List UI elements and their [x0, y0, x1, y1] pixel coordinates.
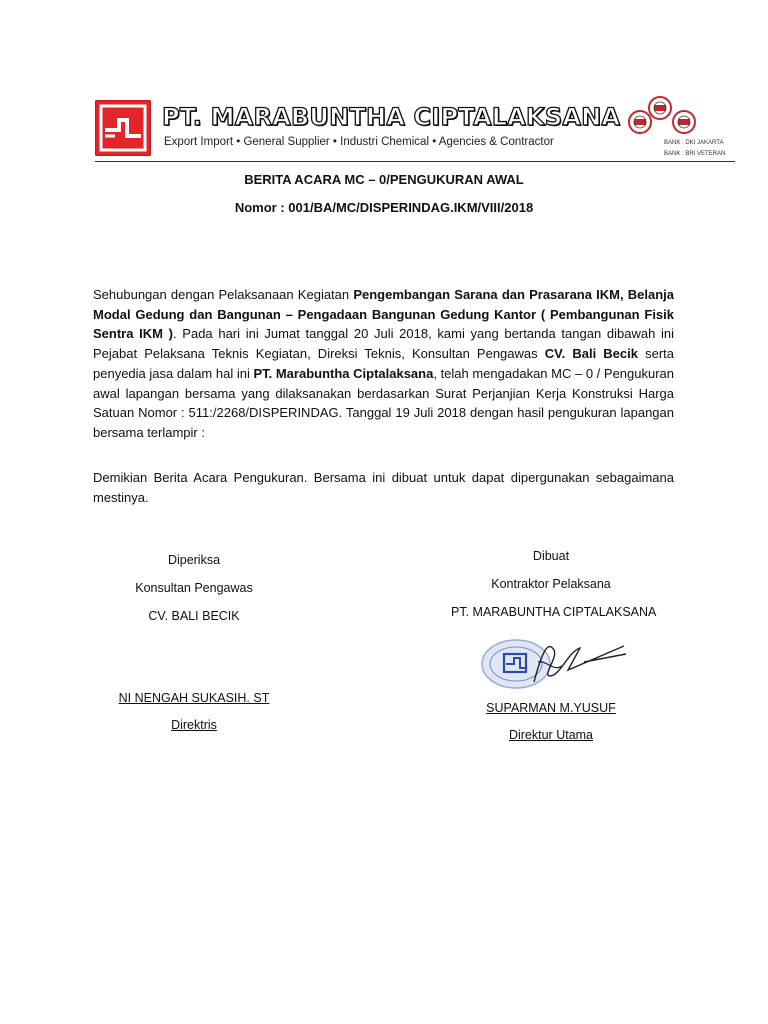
certification-logos-icon	[624, 96, 704, 140]
sig-right-role: Kontraktor Pelaksana	[491, 577, 611, 591]
sig-left-role: Konsultan Pengawas	[135, 581, 253, 595]
sig-left-name: NI NENGAH SUKASIH. ST	[118, 691, 270, 705]
bank-line-2: BANK : BRI VETERAN	[664, 151, 726, 157]
company-name: PT. MARABUNTHA CIPTALAKSANA	[162, 103, 621, 131]
sig-right-name: SUPARMAN M.YUSUF	[486, 701, 616, 715]
para1-text-4: , telah mengadakan MC – 0 / Pengukuran awal lapangan bersama yang dilaksanakan berdasarkan Surat Perjanjian Kerja Konstruksi Harga Satuan Nomor : 511:/2268/DISPERINDAG. Tanggal 19 Juli 2018 dengan hasil pengukuran lapangan bersama terlampir :	[93, 365, 675, 440]
sig-left-label: Diperiksa	[167, 553, 221, 567]
sig-left-company: CV. BALI BECIK	[148, 609, 240, 623]
bank-info	[664, 138, 725, 160]
sig-right-position: Direktur Utama	[508, 728, 594, 742]
body-paragraph-1	[93, 285, 674, 443]
company-tagline: Export Import • General Supplier • Industri Chemical • Agencies & Contractor	[164, 136, 554, 148]
bank-line-1: BANK : DKI JAKARTA	[664, 140, 724, 146]
document-number: Nomor : 001/BA/MC/DISPERINDAG.IKM/VIII/2018	[234, 200, 534, 215]
company-stamp-signature-icon	[476, 632, 631, 690]
company-logo-icon	[95, 100, 151, 156]
para1-text-3: serta penyedia jasa dalam hal ini	[93, 346, 675, 381]
sig-right-label: Dibuat	[532, 549, 570, 563]
para1-bold-1: Pengembangan Sarana dan Prasarana IKM, Belanja Modal Gedung dan Bangunan – Pengadaan Bangunan Gedung Kantor ( Pembangunan Fisik Sentra IKM )	[93, 287, 675, 342]
para1-text-2: . Pada hari ini Jumat tanggal 20 Juli 2018, kami yang bertanda tangan dibawah ini Pejabat Pelaksana Teknis Kegiatan, Direksi Teknis, Konsultan Pengawas	[93, 326, 674, 362]
header-divider	[95, 161, 735, 162]
body-paragraph-2: Demikian Berita Acara Pengukuran. Bersama ini dibuat untuk dapat dipergunakan sebagaimana mestinya.	[93, 470, 674, 505]
document-title: BERITA ACARA MC – 0/PENGUKURAN AWAL	[244, 172, 524, 187]
para1-bold-2: CV. Bali Becik	[544, 346, 638, 362]
para1-text-1: Sehubungan dengan Pelaksanaan Kegiatan	[93, 287, 354, 302]
para1-bold-3: PT. Marabuntha Ciptalaksana	[253, 365, 434, 381]
sig-right-company: PT. MARABUNTHA CIPTALAKSANA	[451, 605, 657, 619]
sig-left-position: Direktris	[171, 718, 217, 732]
